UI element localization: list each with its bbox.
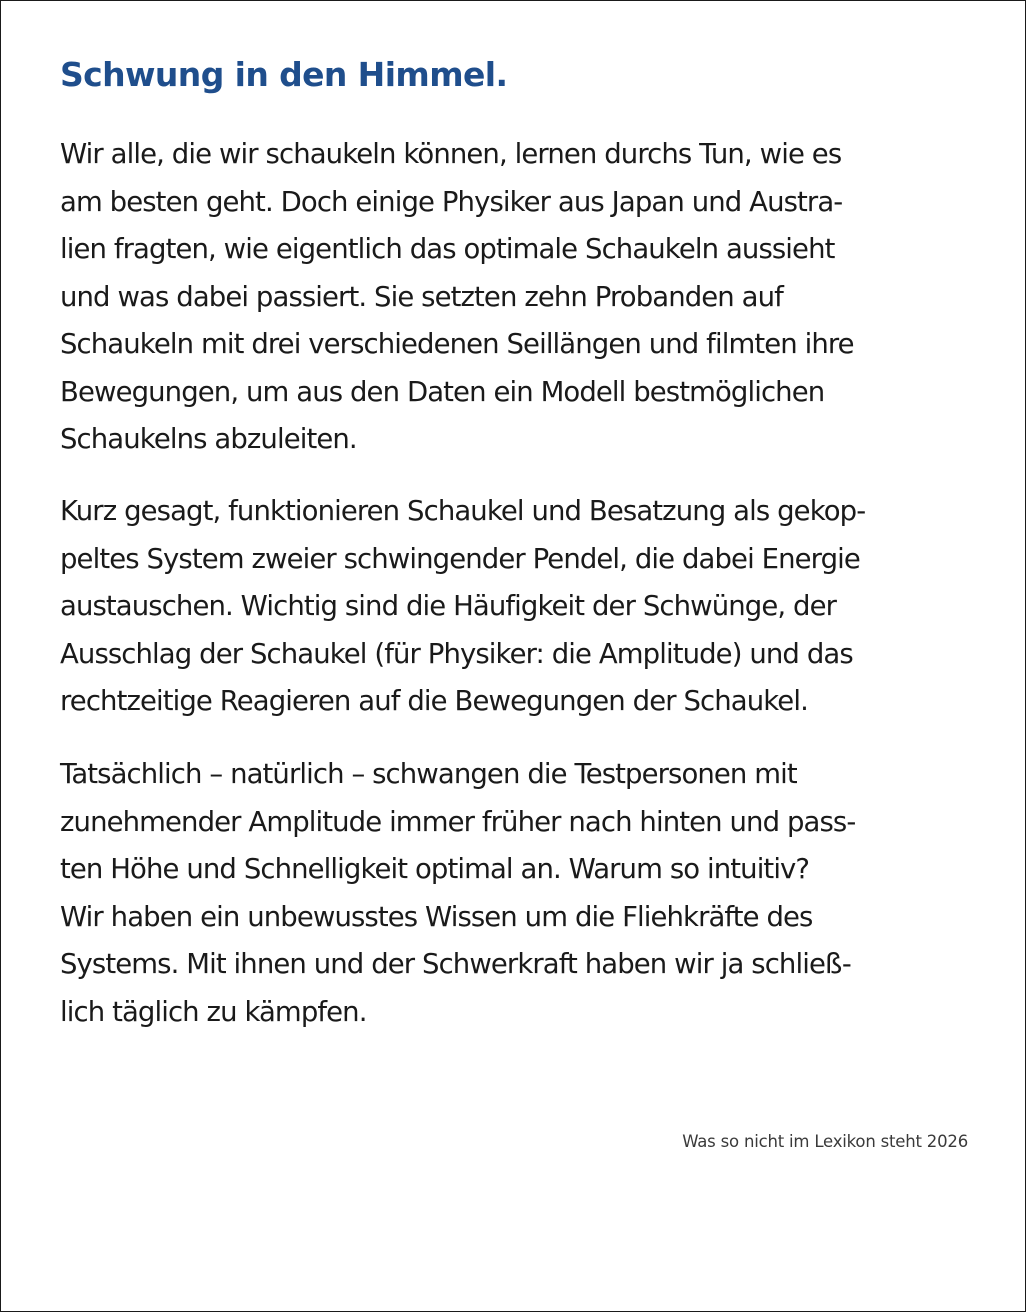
text-line: Wir haben ein unbewusstes Wissen um die Fliehkräfte des (60, 900, 813, 933)
text-line: Kurz gesagt, funktionieren Schaukel und Besatzung als gekop- (60, 495, 866, 527)
footer-source: Was so nicht im Lexikon steht 2026 (682, 1132, 968, 1151)
text-line: Bewegungen, um aus den Daten ein Modell bestmöglichen (60, 375, 825, 408)
text-line: am besten geht. Doch einige Physiker aus Japan und Austra- (60, 185, 843, 218)
text-line: lich täglich zu kämpfen. (60, 995, 367, 1028)
text-line: rechtzeitige Reagieren auf die Bewegungen der Schaukel. (60, 685, 808, 717)
text-line: austauschen. Wichtig sind die Häufigkeit der Schwünge, der (60, 590, 837, 622)
text-line: Systems. Mit ihnen und der Schwerkraft haben wir ja schließ- (60, 948, 851, 980)
text-line: Wir alle, die wir schaukeln können, lernen durchs Tun, wie es (60, 138, 842, 170)
text-line: Schaukelns abzuleiten. (60, 423, 357, 455)
paragraph-2 (60, 488, 865, 726)
text-line: Ausschlag der Schaukel (für Physiker: die Amplitude) und das (60, 637, 853, 670)
text-line: Schaukeln mit drei verschiedenen Seillängen und filmten ihre (60, 328, 854, 360)
text-line: lien fragten, wie eigentlich das optimale Schaukeln aussieht (60, 233, 835, 265)
paragraph-3 (60, 751, 855, 1036)
text-line: zunehmender Amplitude immer früher nach hinten und pass- (60, 805, 856, 838)
paragraph-1 (60, 131, 854, 464)
page-title: Schwung in den Himmel. (60, 55, 508, 94)
text-line: Tatsächlich – natürlich – schwangen die Testpersonen mit (60, 758, 797, 790)
text-line: und was dabei passiert. Sie setzten zehn Probanden auf (60, 280, 783, 313)
text-line: ten Höhe und Schnelligkeit optimal an. Warum so intuitiv? (60, 853, 810, 885)
text-line: peltes System zweier schwingender Pendel, die dabei Energie (60, 542, 860, 575)
